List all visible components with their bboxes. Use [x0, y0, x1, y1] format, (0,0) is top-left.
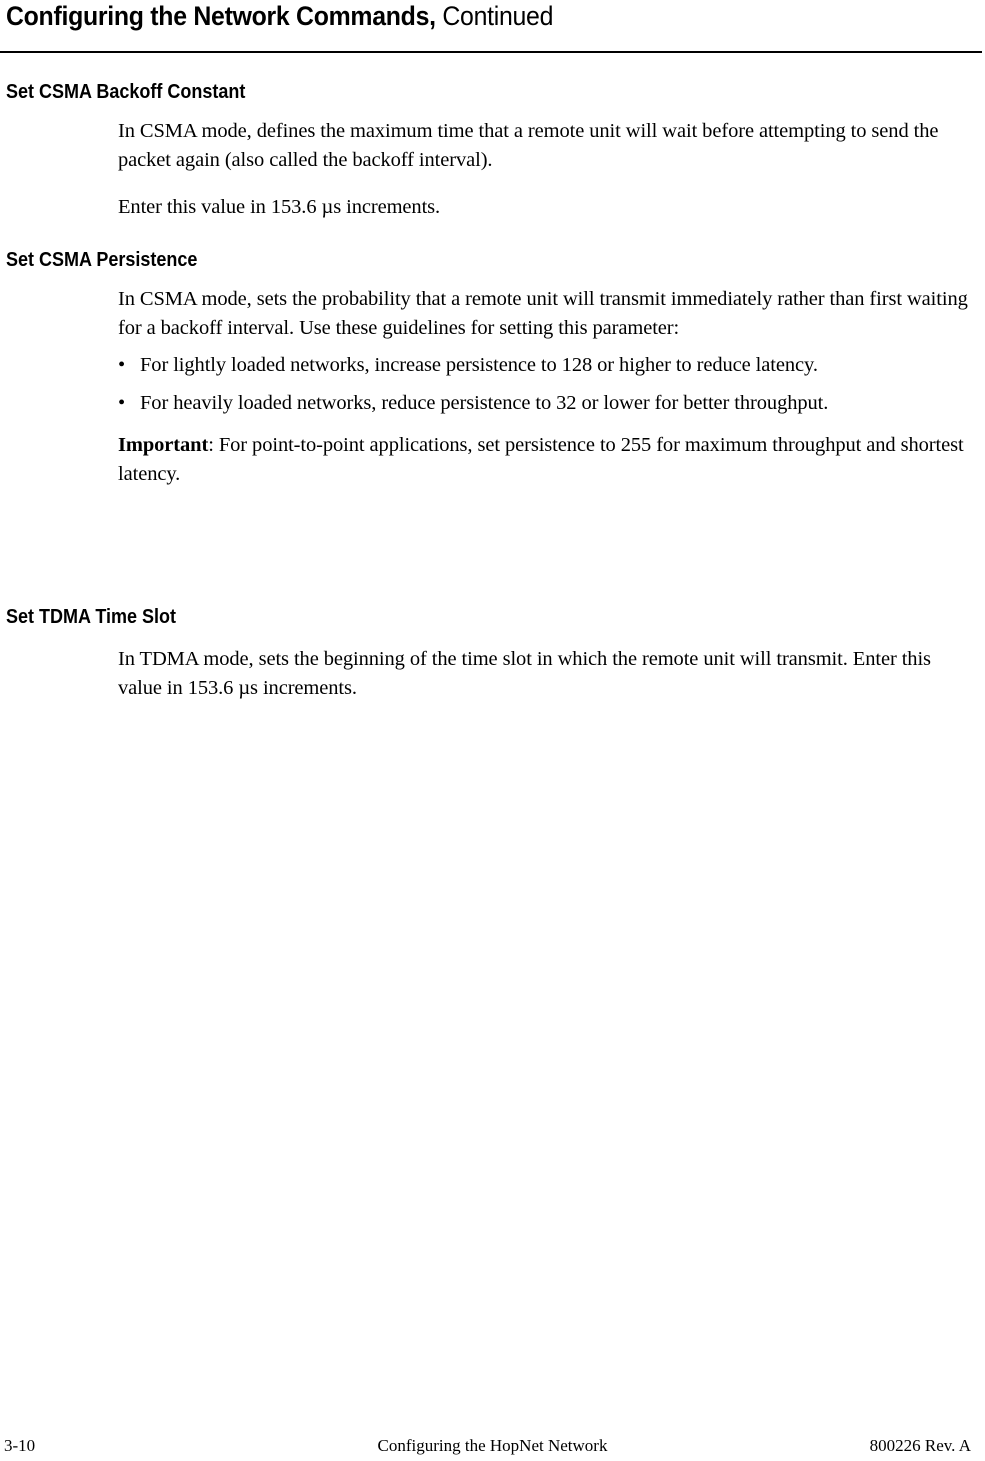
heading-set-csma-persistence: Set CSMA Persistence [6, 249, 198, 271]
page-title-continued: Continued [435, 1, 554, 31]
footer-doc-id: 800226 Rev. A [869, 1436, 971, 1455]
important-note [118, 431, 968, 489]
title-rule [0, 51, 982, 53]
list-item [118, 389, 968, 418]
list-item-text: For lightly loaded networks, increase persistence to 128 or higher to reduce latency. [140, 354, 818, 376]
page-title [6, 0, 553, 32]
footer-page-number: 3-10 [4, 1436, 36, 1455]
bullet-list [118, 351, 968, 418]
paragraph: Enter this value in 153.6 µs increments. [118, 196, 441, 218]
section-body-tdma [118, 645, 968, 703]
bullet-icon: • [118, 392, 126, 414]
page-title-main: Configuring the Network Commands, [6, 1, 436, 31]
paragraph: In CSMA mode, sets the probability that a remote unit will transmit immediately rather than first waiting for a backoff interval. Use these guidelines for setting this parameter: [118, 288, 968, 339]
heading-set-tdma-time-slot: Set TDMA Time Slot [6, 606, 177, 628]
section-body-persistence [118, 285, 968, 489]
paragraph: In TDMA mode, sets the beginning of the time slot in which the remote unit will transmit. Enter this value in 153.6 µs increments. [118, 648, 931, 699]
list-item-text: For heavily loaded networks, reduce persistence to 32 or lower for better throughput. [140, 392, 829, 414]
bullet-icon: • [118, 354, 126, 376]
list-item [118, 351, 968, 380]
heading-set-csma-backoff-constant: Set CSMA Backoff Constant [6, 81, 246, 103]
important-label: Important [118, 434, 209, 456]
section-body-backoff [118, 117, 968, 222]
paragraph: In CSMA mode, defines the maximum time that a remote unit will wait before attempting to send the packet again (also called the backoff interval). [118, 120, 939, 171]
important-text: : For point-to-point applications, set persistence to 255 for maximum throughput and shortest latency. [118, 434, 964, 485]
footer-chapter-title: Configuring the HopNet Network [377, 1436, 608, 1455]
